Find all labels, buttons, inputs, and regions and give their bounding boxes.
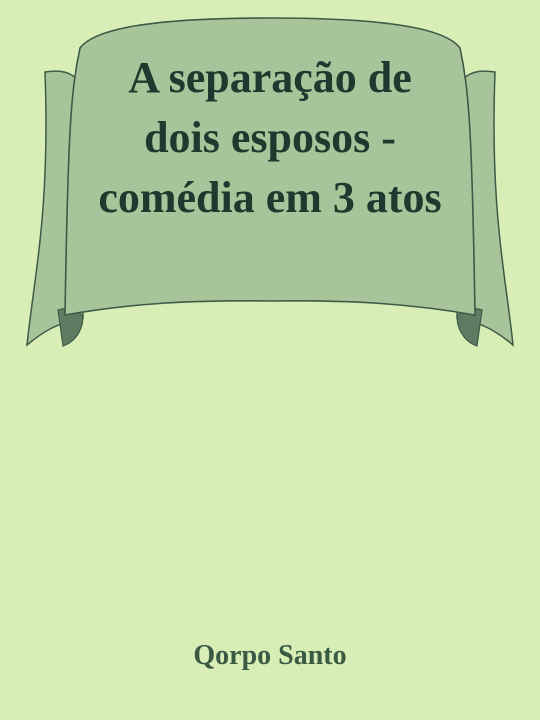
- book-title: A separação de dois esposos - comédia em 3 atos: [98, 53, 442, 222]
- book-author: Qorpo Santo: [193, 640, 347, 671]
